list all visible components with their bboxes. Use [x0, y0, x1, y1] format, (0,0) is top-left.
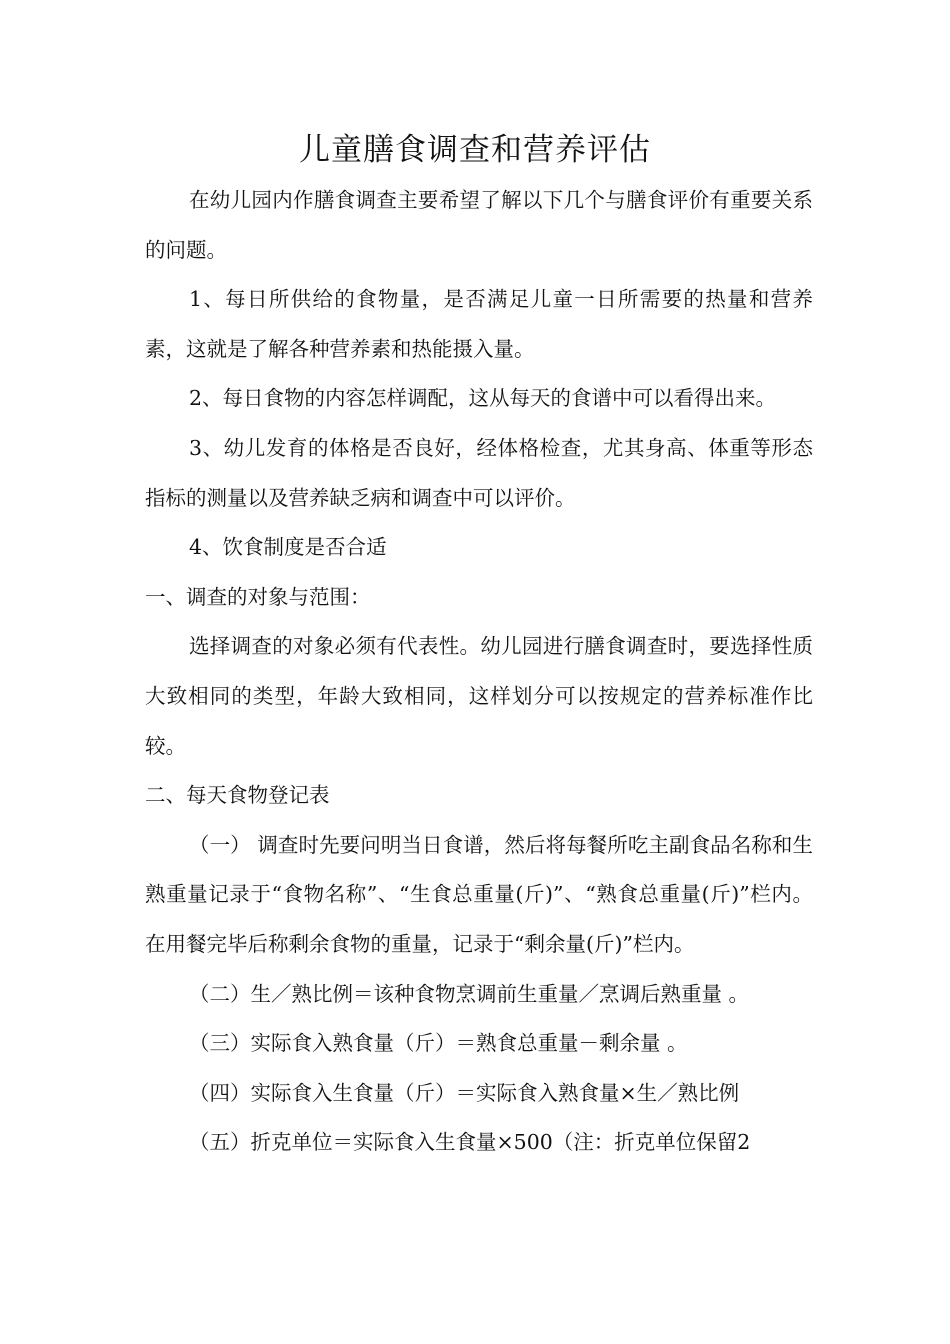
- document-title: 儿童膳食调查和营养评估: [299, 132, 651, 168]
- paragraph-sub-5: （五）折克单位＝实际食入生食量×500（注：折克单位保留2: [189, 1130, 751, 1155]
- paragraph-item-2: 2、每日食物的内容怎样调配，这从每天的食谱中可以看得出来。: [189, 386, 777, 411]
- document-body: [145, 176, 813, 1168]
- paragraph-item-4: 4、饮食制度是否合适: [189, 535, 387, 560]
- paragraph-item-1: 1、每日所供给的食物量，是否满足儿童一日所需要的热量和营养素，这就是了解各种营养素和热能摄入量。: [145, 287, 813, 361]
- paragraph-intro: 在幼儿园内作膳食调查主要希望了解以下几个与膳食评价有重要关系的问题。: [145, 188, 813, 262]
- paragraph-item-3: 3、幼儿发育的体格是否良好，经体格检查，尤其身高、体重等形态指标的测量以及营养缺乏病和调查中可以评价。: [145, 435, 813, 510]
- section-heading-1: 一、调查的对象与范围：: [145, 584, 371, 609]
- paragraph-section-1: 选择调查的对象必须有代表性。幼儿园进行膳食调查时，要选择性质大致相同的类型，年龄大致相同，这样划分可以按规定的营养标准作比较。: [145, 634, 813, 758]
- paragraph-sub-1: （一） 调查时先要问明当日食谱，然后将每餐所吃主副食品名称和生熟重量记录于“食物名称”、“生食总重量(斤)”、“熟食总重量(斤)”栏内。在用餐完毕后称剩余食物的重量，记录于“剩余量(斤)”栏内。: [145, 832, 813, 956]
- paragraph-sub-3: （三）实际食入熟食量（斤）＝熟食总重量－剩余量 。: [189, 1031, 688, 1056]
- paragraph-sub-4: （四）实际食入生食量（斤）＝实际食入熟食量×生／熟比例: [189, 1080, 740, 1105]
- paragraph-sub-2: （二）生／熟比例＝该种食物烹调前生重量／烹调后熟重量 。: [189, 981, 750, 1006]
- section-heading-2: 二、每天食物登记表: [145, 783, 330, 808]
